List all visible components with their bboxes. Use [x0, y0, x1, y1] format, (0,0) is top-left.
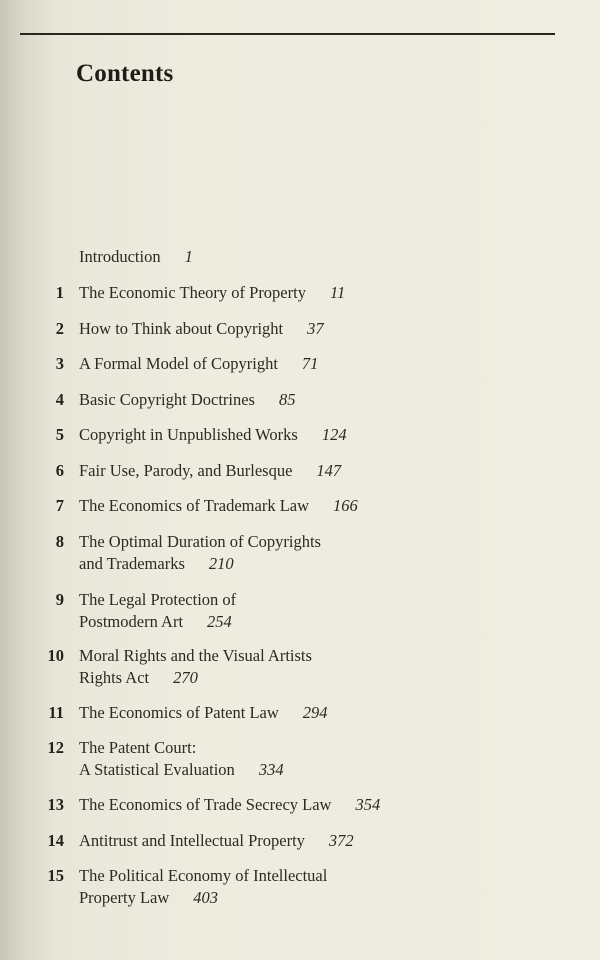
- chapter-number: 7: [55, 496, 64, 515]
- contents-heading: Contents: [76, 60, 174, 87]
- toc-entry-text: [79, 830, 499, 852]
- toc-page-number: 254: [207, 612, 232, 631]
- toc-entry-text: [79, 589, 499, 633]
- toc-entry-title: A Formal Model of Copyright: [79, 354, 278, 373]
- toc-entry-title: The Economic Theory of Property: [79, 283, 306, 302]
- chapter-number: 5: [55, 425, 64, 444]
- chapter-number: 13: [47, 795, 64, 814]
- toc-entry-line: [79, 424, 499, 446]
- toc-entry-line: [79, 759, 499, 781]
- toc-page-number: 403: [193, 888, 219, 907]
- toc-entry-line: [79, 389, 499, 411]
- chapter-number: 11: [48, 703, 64, 722]
- chapter-number: 2: [55, 319, 64, 338]
- toc-entry-text: [79, 531, 499, 575]
- toc-entry-line: [79, 553, 499, 575]
- toc-entry-title: Rights Act: [79, 668, 150, 687]
- toc-entry-text: [79, 460, 499, 482]
- toc-entry-text: [79, 737, 499, 781]
- toc-entry-line: [79, 611, 499, 633]
- toc-page-number: 166: [333, 496, 358, 515]
- toc-entry-line: [79, 460, 499, 482]
- toc-entry-title: A Statistical Evaluation: [79, 760, 235, 779]
- toc-entry-line: [79, 589, 499, 611]
- toc-entry-text: [79, 246, 499, 268]
- toc-entry-line: [79, 794, 499, 816]
- toc-entry-line: [79, 353, 499, 375]
- chapter-number: 3: [55, 354, 64, 373]
- toc-page-number: 210: [208, 554, 234, 573]
- toc-entry-title: Postmodern Art: [79, 612, 184, 631]
- toc-entry-line: [79, 830, 499, 852]
- toc-entry-title: How to Think about Copyright: [79, 319, 284, 338]
- toc-page-number: 334: [258, 760, 284, 779]
- toc-entry-line: [79, 645, 499, 667]
- toc-entry-title: The Legal Protection of: [79, 590, 237, 609]
- toc-page-number: 11: [329, 283, 346, 302]
- toc-page-number: 85: [278, 390, 296, 409]
- toc-page-number: 372: [328, 831, 354, 850]
- toc-entry-text: [79, 495, 499, 517]
- toc-page-number: 354: [355, 795, 381, 814]
- toc-entry-title: The Economics of Trademark Law: [79, 496, 310, 515]
- toc-entry-title: and Trademarks: [79, 554, 185, 573]
- toc-entry-line: [79, 246, 499, 268]
- toc-entry-text: [79, 318, 499, 340]
- toc-entry-line: [79, 865, 499, 887]
- toc-entry-text: [79, 389, 499, 411]
- chapter-number: 15: [47, 866, 64, 885]
- toc-entry-title: Property Law: [79, 888, 170, 907]
- top-rule: [20, 33, 555, 35]
- toc-entry-text: [79, 645, 499, 689]
- toc-entry-text: [79, 865, 499, 909]
- toc-entry-title: Introduction: [79, 247, 161, 266]
- toc-entry-line: [79, 887, 499, 909]
- toc-page-number: 294: [302, 703, 328, 722]
- toc-entry-line: [79, 667, 499, 689]
- toc-entry-title: The Patent Court:: [79, 738, 197, 757]
- chapter-number: 6: [55, 461, 64, 480]
- toc-entry-title: The Optimal Duration of Copyrights: [79, 532, 321, 551]
- toc-entry-line: [79, 495, 499, 517]
- toc-entry-line: [79, 702, 499, 724]
- toc-entry-text: [79, 794, 499, 816]
- toc-entry-text: [79, 282, 499, 304]
- toc-page-number: 1: [184, 247, 193, 266]
- toc-page-number: 147: [316, 461, 342, 480]
- chapter-number: 1: [55, 283, 64, 302]
- toc-page-number: 124: [321, 425, 347, 444]
- toc-entry-text: [79, 702, 499, 724]
- toc-entry-title: The Economics of Patent Law: [79, 703, 279, 722]
- chapter-number: 4: [55, 390, 64, 409]
- toc-entry-title: Basic Copyright Doctrines: [79, 390, 255, 409]
- toc-entry-title: The Political Economy of Intellectual: [79, 866, 328, 885]
- toc-entry-line: [79, 531, 499, 553]
- toc-entry-title: Copyright in Unpublished Works: [79, 425, 298, 444]
- toc-page-number: 71: [301, 354, 319, 373]
- toc-entry-line: [79, 737, 499, 759]
- chapter-number: 10: [47, 646, 64, 665]
- toc-page-number: 37: [307, 319, 324, 338]
- toc-entry-text: [79, 353, 499, 375]
- chapter-number: 9: [55, 590, 64, 609]
- toc-entry-line: [79, 318, 499, 340]
- toc-page-number: 270: [173, 668, 198, 687]
- chapter-number: 8: [55, 532, 64, 551]
- toc-entry-text: [79, 424, 499, 446]
- chapter-number: 12: [47, 738, 64, 757]
- toc-entry-title: Moral Rights and the Visual Artists: [79, 646, 312, 665]
- chapter-number: 14: [47, 831, 64, 850]
- toc-entry-title: Antitrust and Intellectual Property: [79, 831, 305, 850]
- toc-entry-line: [79, 282, 499, 304]
- toc-entry-title: Fair Use, Parody, and Burlesque: [79, 461, 293, 480]
- toc-entry-title: The Economics of Trade Secrecy Law: [79, 795, 332, 814]
